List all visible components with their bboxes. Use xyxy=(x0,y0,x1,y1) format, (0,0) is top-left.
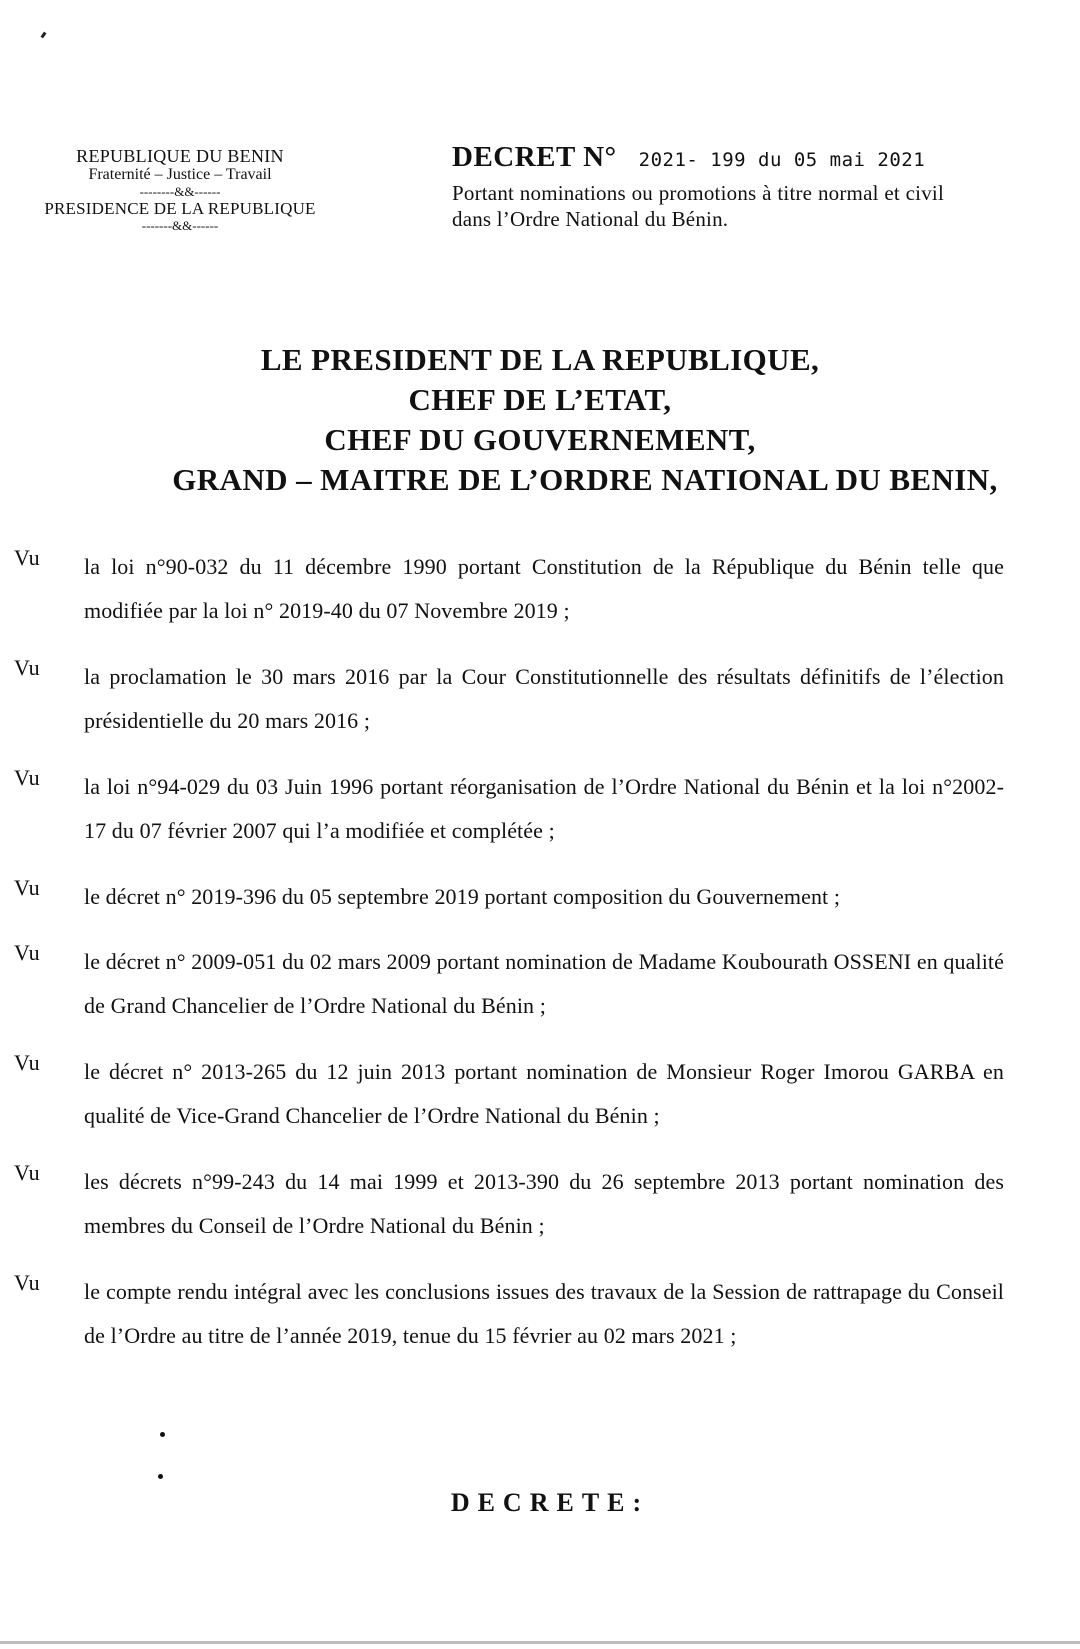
separator: --------&&------ xyxy=(139,184,221,199)
national-motto: Fraternité – Justice – Travail xyxy=(88,166,272,183)
presidency-name: PRESIDENCE DE LA REPUBLIQUE xyxy=(44,199,316,218)
decree-title-line xyxy=(452,141,952,174)
vu-label: Vu xyxy=(14,765,40,790)
title-line: CHEF DU GOUVERNEMENT, xyxy=(324,422,756,457)
title-line: CHEF DE L’ETAT, xyxy=(408,382,672,417)
title-line: GRAND – MAITRE DE L’ORDRE NATIONAL DU BENIN, xyxy=(172,462,998,497)
decree-label: DECRET N° xyxy=(452,141,617,173)
vu-text: le décret n° 2019-396 du 05 septembre 2019 portant composition du Gouvernement ; xyxy=(84,884,841,909)
scan-dot xyxy=(158,1474,163,1479)
decree-subject: Portant nominations ou promotions à titre normal et civil dans l’Ordre National du Bénin. xyxy=(452,181,944,231)
country-name: REPUBLIQUE DU BENIN xyxy=(76,146,284,166)
scan-dot xyxy=(160,1432,165,1437)
vu-text: la loi n°90-032 du 11 décembre 1990 portant Constitution de la République du Bénin telle que modifiée par la loi n° 2019-40 du 07 Novembre 2019 ; xyxy=(84,554,1004,623)
vu-label: Vu xyxy=(14,940,40,965)
vu-label: Vu xyxy=(14,545,40,570)
decree-header xyxy=(452,141,952,232)
vu-text: la proclamation le 30 mars 2016 par la Cour Constitutionnelle des résultats définitifs de l’élection présidentielle du 20 mars 2016 ; xyxy=(84,664,1004,733)
title-line: LE PRESIDENT DE LA REPUBLIQUE, xyxy=(260,342,820,377)
vu-label: Vu xyxy=(14,1050,40,1075)
vu-label: Vu xyxy=(14,1160,40,1185)
president-titles xyxy=(0,340,1080,500)
vu-label: Vu xyxy=(14,655,40,680)
vu-label: Vu xyxy=(14,1270,40,1295)
decrete-heading: DECRETE: xyxy=(450,1488,650,1517)
scan-mark xyxy=(41,32,47,39)
vu-text: le compte rendu intégral avec les conclusions issues des travaux de la Session de rattrapage du Conseil de l’Ordre au titre de l’année 2019, tenue du 15 février au 02 mars 2021 ; xyxy=(84,1279,1004,1348)
issuer-block xyxy=(20,146,340,233)
vu-text: le décret n° 2013-265 du 12 juin 2013 portant nomination de Monsieur Roger Imorou GARBA en qualité de Vice-Grand Chancelier de l’Ordre National du Bénin ; xyxy=(84,1059,1004,1128)
vu-text: la loi n°94-029 du 03 Juin 1996 portant réorganisation de l’Ordre National du Bénin et la loi n°2002-17 du 07 février 2007 qui l’a modifiée et complétée ; xyxy=(84,774,1004,843)
page-edge xyxy=(0,1641,1080,1644)
vu-text: le décret n° 2009-051 du 02 mars 2009 portant nomination de Madame Koubourath OSSENI en qualité de Grand Chancelier de l’Ordre National du Bénin ; xyxy=(84,949,1004,1018)
vu-text: les décrets n°99-243 du 14 mai 1999 et 2013-390 du 26 septembre 2013 portant nomination des membres du Conseil de l’Ordre National du Bénin ; xyxy=(84,1169,1004,1238)
vu-label: Vu xyxy=(14,875,40,900)
decree-number: 2021- 199 du 05 mai 2021 xyxy=(638,149,926,171)
separator: -------&&------ xyxy=(141,218,219,233)
